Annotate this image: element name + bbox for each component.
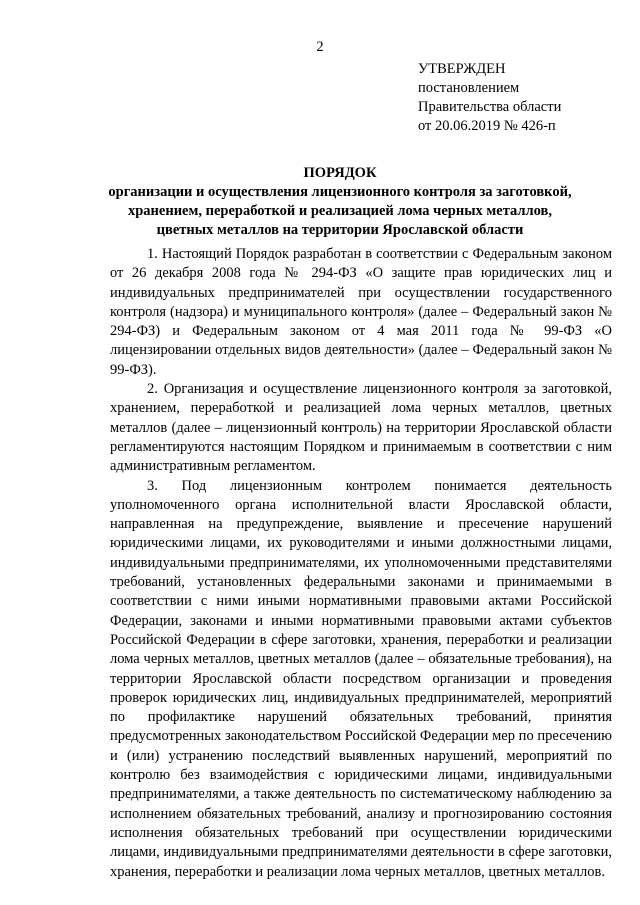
document-body [110,245,612,882]
paragraph-3: 3. Под лицензионным контролем понимается деятельность уполномоченного органа исполнительной власти Ярославской области, направленная на предупреждение, выявление и пресечение нарушений юридическими лицами, их руководителями и иными должностными лицами, индивидуальными предпринимателями, их уполномоченными представителями требований, установленных федеральными законами и принимаемыми в соответствии с ними иными нормативными правовыми актами Российской Федерации, законами и иными нормативными правовыми актами субъектов Российской Федерации в сфере заготовки, хранения, переработки и реализации лома черных металлов, цветных металлов (далее – обязательные требования), на территории Ярославской области посредством организации и проведения проверок юридических лиц, индивидуальных предпринимателей, мероприятий по профилактике нарушений обязательных требований, принятия предусмотренных законодательством Российской Федерации мер по пресечению и (или) устранению последствий выявленных нарушений, мероприятий по контролю без взаимодействия с юридическими лицами, индивидуальными предпринимателями, а также деятельность по систематическому наблюдению за исполнением обязательных требований, анализу и прогнозированию состояния исполнения обязательных требований при осуществлении юридическими лицами, индивидуальными предпринимателями деятельности в сфере заготовки, хранения, переработки и реализации лома черных металлов, цветных металлов. [110,477,612,880]
page-number: 2 [316,39,324,55]
approval-authority: Правительства области [418,99,562,115]
approval-title: УТВЕРЖДЕН [418,61,506,77]
document-subtitle-line: хранением, переработкой и реализацией лома черных металлов, [127,203,552,219]
paragraph-1: 1. Настоящий Порядок разработан в соответствии с Федеральным законом от 26 декабря 2008 года № 294-ФЗ «О защите прав юридических лиц и индивидуальных предпринимателей при осуществлении государственного контроля (надзора) и муниципального контроля» (далее – Федеральный закон № 294-ФЗ) и Федеральным законом от 4 мая 2011 года № 99-ФЗ «О лицензировании отдельных видов деятельности» (далее – Федеральный закон № 99-ФЗ). [110,246,612,378]
approval-by-resolution: постановлением [418,80,520,96]
document-subtitle-line: цветных металлов на территории Ярославской области [156,222,524,238]
document-subtitle-line: организации и осуществления лицензионного контроля за заготовкой, [108,184,572,200]
document-title: ПОРЯДОК [303,165,377,181]
document-heading [90,164,590,240]
paragraph-2: 2. Организация и осуществление лицензионного контроля за заготовкой, хранением, переработкой и реализацией лома черных металлов, цветных металлов (далее – лицензионный контроль) на территории Ярославской области регламентируются настоящим Порядком и принимаемым в соответствии с ним административным регламентом. [110,381,612,475]
approval-stamp [418,60,628,136]
approval-date-number: от 20.06.2019 № 426-п [418,118,556,134]
